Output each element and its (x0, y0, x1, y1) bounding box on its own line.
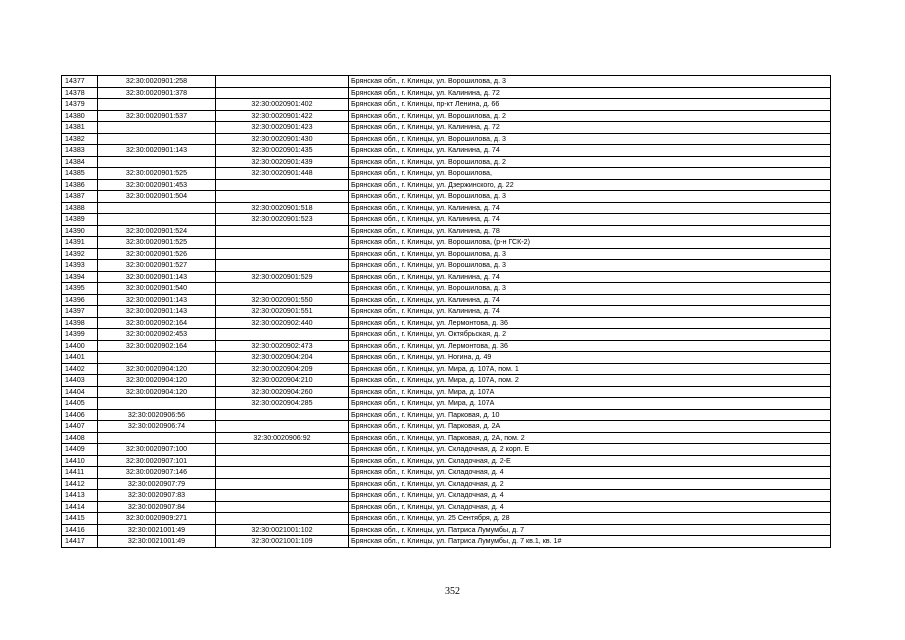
table-row (62, 375, 831, 387)
object-cadastral-number-cell (216, 421, 349, 433)
row-number-cell: 14393 (62, 260, 98, 272)
row-number-cell: 14385 (62, 168, 98, 180)
object-cadastral-number-cell: 32:30:0020906:92 (216, 432, 349, 444)
row-number-cell: 14415 (62, 513, 98, 525)
object-cadastral-number-cell: 32:30:0020901:402 (216, 99, 349, 111)
address-cell: Брянская обл., г. Клинцы, ул. Парковая, д. 2А, пом. 2 (349, 432, 831, 444)
row-number-cell: 14383 (62, 145, 98, 157)
address-cell: Брянская обл., г. Клинцы, ул. Складочная, д. 4 (349, 467, 831, 479)
address-cell: Брянская обл., г. Клинцы, ул. Складочная, д. 2 (349, 478, 831, 490)
row-number-cell: 14399 (62, 329, 98, 341)
cadastral-number-cell: 32:30:0020906:56 (98, 409, 216, 421)
object-cadastral-number-cell (216, 76, 349, 88)
object-cadastral-number-cell (216, 409, 349, 421)
cadastral-number-cell (98, 432, 216, 444)
address-cell: Брянская обл., г. Клинцы, ул. Ворошилова, д. 3 (349, 76, 831, 88)
row-number-cell: 14403 (62, 375, 98, 387)
object-cadastral-number-cell (216, 237, 349, 249)
table-row (62, 536, 831, 548)
address-cell: Брянская обл., г. Клинцы, ул. Ворошилова, д. 3 (349, 260, 831, 272)
row-number-cell: 14377 (62, 76, 98, 88)
object-cadastral-number-cell: 32:30:0020904:210 (216, 375, 349, 387)
row-number-cell: 14380 (62, 110, 98, 122)
row-number-cell: 14398 (62, 317, 98, 329)
row-number-cell: 14409 (62, 444, 98, 456)
address-cell: Брянская обл., г. Клинцы, ул. Калинина, д. 74 (349, 202, 831, 214)
object-cadastral-number-cell: 32:30:0020904:285 (216, 398, 349, 410)
table-row (62, 444, 831, 456)
object-cadastral-number-cell (216, 260, 349, 272)
object-cadastral-number-cell (216, 87, 349, 99)
row-number-cell: 14416 (62, 524, 98, 536)
cadastral-number-cell (98, 156, 216, 168)
address-cell: Брянская обл., г. Клинцы, ул. Ворошилова, (р-н ГСК-2) (349, 237, 831, 249)
cadastral-number-cell: 32:30:0020901:525 (98, 168, 216, 180)
object-cadastral-number-cell (216, 179, 349, 191)
cadastral-number-cell: 32:30:0020901:143 (98, 271, 216, 283)
object-cadastral-number-cell (216, 248, 349, 260)
cadastral-number-cell (98, 122, 216, 134)
row-number-cell: 14411 (62, 467, 98, 479)
table-row (62, 214, 831, 226)
address-cell: Брянская обл., г. Клинцы, ул. Ворошилова, д. 3 (349, 191, 831, 203)
cadastral-number-cell: 32:30:0020902:164 (98, 317, 216, 329)
table-row (62, 432, 831, 444)
cadastral-number-cell: 32:30:0020901:537 (98, 110, 216, 122)
table-row (62, 467, 831, 479)
address-cell: Брянская обл., г. Клинцы, ул. Мира, д. 107А, пом. 1 (349, 363, 831, 375)
table-row (62, 294, 831, 306)
cadastral-number-cell: 32:30:0020901:524 (98, 225, 216, 237)
cadastral-number-cell (98, 398, 216, 410)
object-cadastral-number-cell (216, 478, 349, 490)
address-cell: Брянская обл., г. Клинцы, ул. Патриса Лумумбы, д. 7 кв.1, кв. 1# (349, 536, 831, 548)
row-number-cell: 14396 (62, 294, 98, 306)
object-cadastral-number-cell (216, 191, 349, 203)
address-cell: Брянская обл., г. Клинцы, ул. Складочная, д. 2-Е (349, 455, 831, 467)
object-cadastral-number-cell: 32:30:0020904:204 (216, 352, 349, 364)
address-cell: Брянская обл., г. Клинцы, ул. Складочная, д. 2 корп. Е (349, 444, 831, 456)
cadastral-number-cell: 32:30:0020901:527 (98, 260, 216, 272)
object-cadastral-number-cell: 32:30:0020902:440 (216, 317, 349, 329)
cadastral-number-cell: 32:30:0020901:143 (98, 145, 216, 157)
object-cadastral-number-cell: 32:30:0020901:435 (216, 145, 349, 157)
cadastral-number-cell: 32:30:0020904:120 (98, 386, 216, 398)
object-cadastral-number-cell: 32:30:0021001:102 (216, 524, 349, 536)
table-row (62, 501, 831, 513)
address-cell: Брянская обл., г. Клинцы, ул. Калинина, д. 74 (349, 271, 831, 283)
table-row (62, 237, 831, 249)
object-cadastral-number-cell: 32:30:0020901:518 (216, 202, 349, 214)
cadastral-number-cell: 32:30:0020909:271 (98, 513, 216, 525)
table-row (62, 122, 831, 134)
row-number-cell: 14395 (62, 283, 98, 295)
address-cell: Брянская обл., г. Клинцы, ул. Патриса Лумумбы, д. 7 (349, 524, 831, 536)
cadastral-number-cell: 32:30:0020907:100 (98, 444, 216, 456)
table-row (62, 260, 831, 272)
address-cell: Брянская обл., г. Клинцы, ул. Ворошилова, (349, 168, 831, 180)
table-row (62, 248, 831, 260)
table-row (62, 191, 831, 203)
object-cadastral-number-cell (216, 467, 349, 479)
address-cell: Брянская обл., г. Клинцы, ул. 25 Сентября, д. 28 (349, 513, 831, 525)
cadastral-number-cell: 32:30:0020904:120 (98, 375, 216, 387)
table-row (62, 513, 831, 525)
row-number-cell: 14407 (62, 421, 98, 433)
row-number-cell: 14413 (62, 490, 98, 502)
address-cell: Брянская обл., г. Клинцы, ул. Складочная, д. 4 (349, 490, 831, 502)
object-cadastral-number-cell (216, 490, 349, 502)
object-cadastral-number-cell (216, 455, 349, 467)
cadastral-number-cell: 32:30:0020901:525 (98, 237, 216, 249)
cadastral-number-cell: 32:30:0020907:101 (98, 455, 216, 467)
address-cell: Брянская обл., г. Клинцы, ул. Лермонтова, д. 36 (349, 340, 831, 352)
table-row (62, 110, 831, 122)
table-row (62, 363, 831, 375)
cadastral-number-cell: 32:30:0020901:143 (98, 294, 216, 306)
row-number-cell: 14412 (62, 478, 98, 490)
object-cadastral-number-cell: 32:30:0020901:430 (216, 133, 349, 145)
row-number-cell: 14401 (62, 352, 98, 364)
row-number-cell: 14381 (62, 122, 98, 134)
address-cell: Брянская обл., г. Клинцы, ул. Ворошилова, д. 2 (349, 156, 831, 168)
address-cell: Брянская обл., г. Клинцы, ул. Калинина, д. 74 (349, 214, 831, 226)
table-row (62, 76, 831, 88)
address-cell: Брянская обл., г. Клинцы, ул. Ворошилова, д. 3 (349, 248, 831, 260)
row-number-cell: 14406 (62, 409, 98, 421)
object-cadastral-number-cell: 32:30:0021001:109 (216, 536, 349, 548)
object-cadastral-number-cell: 32:30:0020901:523 (216, 214, 349, 226)
table-row (62, 398, 831, 410)
object-cadastral-number-cell: 32:30:0020901:422 (216, 110, 349, 122)
object-cadastral-number-cell (216, 444, 349, 456)
address-cell: Брянская обл., г. Клинцы, ул. Парковая, д. 2А (349, 421, 831, 433)
cadastral-number-cell: 32:30:0020901:504 (98, 191, 216, 203)
cadastral-number-cell: 32:30:0021001:49 (98, 536, 216, 548)
row-number-cell: 14389 (62, 214, 98, 226)
address-cell: Брянская обл., г. Клинцы, ул. Мира, д. 107А (349, 398, 831, 410)
object-cadastral-number-cell: 32:30:0020901:423 (216, 122, 349, 134)
address-cell: Брянская обл., г. Клинцы, ул. Калинина, д. 72 (349, 122, 831, 134)
row-number-cell: 14417 (62, 536, 98, 548)
cadastral-number-cell: 32:30:0021001:49 (98, 524, 216, 536)
row-number-cell: 14397 (62, 306, 98, 318)
cadastral-number-cell (98, 214, 216, 226)
object-cadastral-number-cell: 32:30:0020904:260 (216, 386, 349, 398)
object-cadastral-number-cell (216, 225, 349, 237)
table-row (62, 478, 831, 490)
row-number-cell: 14408 (62, 432, 98, 444)
address-cell: Брянская обл., г. Клинцы, ул. Калинина, д. 74 (349, 145, 831, 157)
cadastral-number-cell (98, 202, 216, 214)
row-number-cell: 14392 (62, 248, 98, 260)
object-cadastral-number-cell (216, 513, 349, 525)
address-cell: Брянская обл., г. Клинцы, ул. Калинина, д. 74 (349, 306, 831, 318)
address-cell: Брянская обл., г. Клинцы, ул. Мира, д. 107А (349, 386, 831, 398)
object-cadastral-number-cell: 32:30:0020901:550 (216, 294, 349, 306)
object-cadastral-number-cell (216, 283, 349, 295)
row-number-cell: 14410 (62, 455, 98, 467)
address-cell: Брянская обл., г. Клинцы, ул. Калинина, д. 72 (349, 87, 831, 99)
address-cell: Брянская обл., г. Клинцы, пр-кт Ленина, д. 66 (349, 99, 831, 111)
row-number-cell: 14387 (62, 191, 98, 203)
row-number-cell: 14390 (62, 225, 98, 237)
table-row (62, 524, 831, 536)
address-cell: Брянская обл., г. Клинцы, ул. Ворошилова, д. 2 (349, 110, 831, 122)
row-number-cell: 14386 (62, 179, 98, 191)
cadastral-number-cell: 32:30:0020907:79 (98, 478, 216, 490)
table-row (62, 421, 831, 433)
cadastral-number-cell: 32:30:0020902:164 (98, 340, 216, 352)
cadastral-number-cell (98, 133, 216, 145)
table-row (62, 87, 831, 99)
row-number-cell: 14379 (62, 99, 98, 111)
table-row (62, 283, 831, 295)
row-number-cell: 14394 (62, 271, 98, 283)
table-row (62, 455, 831, 467)
object-cadastral-number-cell: 32:30:0020902:473 (216, 340, 349, 352)
registry-table-body (62, 76, 831, 548)
cadastral-number-cell: 32:30:0020901:540 (98, 283, 216, 295)
address-cell: Брянская обл., г. Клинцы, ул. Ногина, д. 49 (349, 352, 831, 364)
object-cadastral-number-cell: 32:30:0020901:551 (216, 306, 349, 318)
row-number-cell: 14384 (62, 156, 98, 168)
row-number-cell: 14402 (62, 363, 98, 375)
object-cadastral-number-cell: 32:30:0020901:448 (216, 168, 349, 180)
address-cell: Брянская обл., г. Клинцы, ул. Дзержинского, д. 22 (349, 179, 831, 191)
cadastral-number-cell: 32:30:0020901:526 (98, 248, 216, 260)
address-cell: Брянская обл., г. Клинцы, ул. Парковая, д. 10 (349, 409, 831, 421)
row-number-cell: 14391 (62, 237, 98, 249)
address-cell: Брянская обл., г. Клинцы, ул. Лермонтова, д. 36 (349, 317, 831, 329)
row-number-cell: 14388 (62, 202, 98, 214)
cadastral-number-cell: 32:30:0020907:83 (98, 490, 216, 502)
table-row (62, 168, 831, 180)
object-cadastral-number-cell (216, 501, 349, 513)
cadastral-number-cell (98, 99, 216, 111)
table-row (62, 317, 831, 329)
row-number-cell: 14414 (62, 501, 98, 513)
row-number-cell: 14382 (62, 133, 98, 145)
cadastral-number-cell: 32:30:0020901:143 (98, 306, 216, 318)
table-row (62, 156, 831, 168)
address-cell: Брянская обл., г. Клинцы, ул. Ворошилова, д. 3 (349, 283, 831, 295)
registry-table (61, 75, 831, 548)
table-row (62, 386, 831, 398)
page-number: 352 (445, 586, 460, 597)
address-cell: Брянская обл., г. Клинцы, ул. Калинина, д. 78 (349, 225, 831, 237)
address-cell: Брянская обл., г. Клинцы, ул. Мира, д. 107А, пом. 2 (349, 375, 831, 387)
row-number-cell: 14378 (62, 87, 98, 99)
cadastral-number-cell: 32:30:0020904:120 (98, 363, 216, 375)
table-row (62, 306, 831, 318)
table-row (62, 145, 831, 157)
object-cadastral-number-cell: 32:30:0020904:209 (216, 363, 349, 375)
table-row (62, 490, 831, 502)
address-cell: Брянская обл., г. Клинцы, ул. Ворошилова, д. 3 (349, 133, 831, 145)
row-number-cell: 14400 (62, 340, 98, 352)
cadastral-number-cell: 32:30:0020907:84 (98, 501, 216, 513)
cadastral-number-cell: 32:30:0020906:74 (98, 421, 216, 433)
table-row (62, 271, 831, 283)
table-row (62, 179, 831, 191)
table-row (62, 352, 831, 364)
table-row (62, 99, 831, 111)
registry-table-container (61, 75, 830, 548)
cadastral-number-cell: 32:30:0020907:146 (98, 467, 216, 479)
address-cell: Брянская обл., г. Клинцы, ул. Складочная, д. 4 (349, 501, 831, 513)
object-cadastral-number-cell (216, 329, 349, 341)
cadastral-number-cell: 32:30:0020902:453 (98, 329, 216, 341)
cadastral-number-cell (98, 352, 216, 364)
table-row (62, 202, 831, 214)
address-cell: Брянская обл., г. Клинцы, ул. Калинина, д. 74 (349, 294, 831, 306)
object-cadastral-number-cell: 32:30:0020901:529 (216, 271, 349, 283)
table-row (62, 329, 831, 341)
table-row (62, 133, 831, 145)
cadastral-number-cell: 32:30:0020901:453 (98, 179, 216, 191)
object-cadastral-number-cell: 32:30:0020901:439 (216, 156, 349, 168)
table-row (62, 225, 831, 237)
row-number-cell: 14404 (62, 386, 98, 398)
address-cell: Брянская обл., г. Клинцы, ул. Октябрьская, д. 2 (349, 329, 831, 341)
row-number-cell: 14405 (62, 398, 98, 410)
cadastral-number-cell: 32:30:0020901:258 (98, 76, 216, 88)
table-row (62, 409, 831, 421)
cadastral-number-cell: 32:30:0020901:378 (98, 87, 216, 99)
table-row (62, 340, 831, 352)
